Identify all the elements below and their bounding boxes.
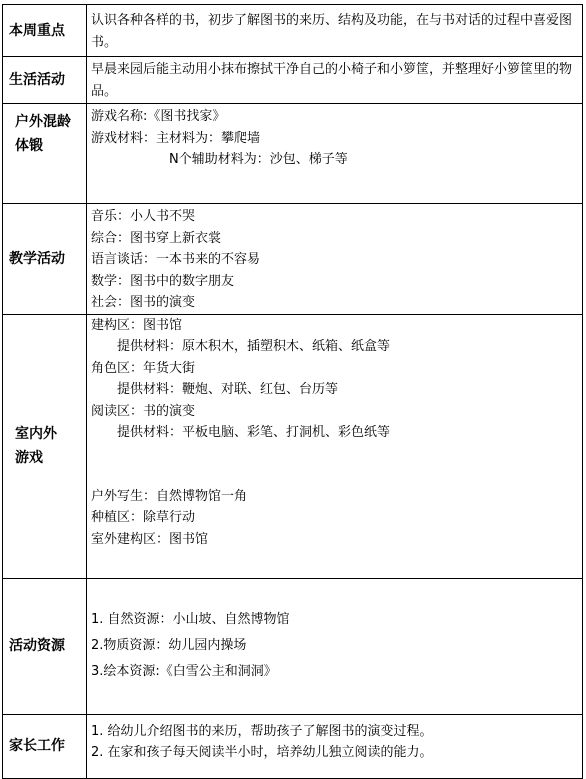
row-teaching-activity bbox=[3, 204, 583, 315]
label-games-line2: 游戏 bbox=[15, 450, 43, 466]
life-activity-text: 早晨来园后能主动用小抹布擦拭干净自己的小椅子和小箩筐，并整理好小箩筐里的物品。 bbox=[91, 62, 573, 99]
resource-item: 2.物质资源：幼儿园内操场 bbox=[91, 638, 247, 653]
label-outdoor-exercise-line1: 户外混龄 bbox=[15, 114, 71, 130]
row-activity-resources bbox=[3, 578, 583, 714]
area-construction-materials: 提供材料：原木积木，插塑积木、纸箱、纸盒等 bbox=[117, 339, 391, 354]
row-parent-work bbox=[3, 714, 583, 778]
parent-work-item: 1. 给幼儿介绍图书的来历，帮助孩子了解图书的演变过程。 bbox=[91, 723, 433, 739]
weekly-plan-table bbox=[2, 4, 583, 779]
area-reading-materials: 提供材料：平板电脑、彩笔、打洞机、彩色纸等 bbox=[117, 425, 391, 440]
teaching-item: 音乐：小人书不哭 bbox=[91, 209, 196, 224]
game-main-material: 游戏材料：主材料为：攀爬墙 bbox=[91, 130, 261, 146]
area-role-play-materials: 提供材料：鞭炮、对联、红包、台历等 bbox=[117, 382, 339, 397]
spacer bbox=[91, 444, 576, 465]
label-weekly-focus: 本周重点 bbox=[3, 5, 87, 57]
outdoor-construction: 室外建构区：图书馆 bbox=[91, 531, 209, 547]
teaching-item: 社会：图书的演变 bbox=[91, 295, 196, 310]
parent-work-item: 2. 在家和孩子每天阅读半小时，培养幼儿独立阅读的能力。 bbox=[91, 745, 433, 760]
label-parent-work: 家长工作 bbox=[3, 714, 87, 778]
row-life-activity bbox=[3, 57, 583, 104]
teaching-item: 语言谈话：一本书来的不容易 bbox=[91, 252, 261, 267]
label-activity-resources: 活动资源 bbox=[3, 578, 87, 714]
label-life-activity: 生活活动 bbox=[3, 57, 87, 104]
area-role-play: 角色区：年货大街 bbox=[91, 360, 196, 376]
weekly-focus-text: 认识各种各样的书，初步了解图书的来历、结构及功能，在与书对话的过程中喜爱图书。 bbox=[91, 13, 573, 50]
label-teaching-activity: 教学活动 bbox=[3, 204, 87, 315]
area-reading: 阅读区：书的演变 bbox=[91, 403, 196, 419]
outdoor-sketching: 户外写生：自然博物馆一角 bbox=[91, 488, 248, 504]
resource-item: 3.绘本资源:《白雪公主和洞洞》 bbox=[91, 664, 277, 679]
label-games-line1: 室内外 bbox=[15, 426, 57, 442]
label-outdoor-exercise-line2: 体锻 bbox=[15, 138, 43, 154]
resource-item: 1. 自然资源：小山坡、自然博物馆 bbox=[91, 612, 290, 627]
game-name: 游戏名称:《图书找家》 bbox=[91, 109, 226, 124]
row-outdoor-exercise bbox=[3, 104, 583, 204]
teaching-item: 综合：图书穿上新衣裳 bbox=[91, 230, 222, 246]
game-aux-material: N个辅助材料为：沙包、梯子等 bbox=[169, 152, 348, 167]
spacer bbox=[91, 465, 576, 486]
teaching-item: 数学：图书中的数字朋友 bbox=[91, 273, 235, 289]
row-weekly-focus bbox=[3, 5, 583, 57]
area-construction: 建构区：图书馆 bbox=[91, 317, 183, 333]
planting-area: 种植区：除草行动 bbox=[91, 510, 196, 525]
row-indoor-outdoor-games bbox=[3, 314, 583, 578]
